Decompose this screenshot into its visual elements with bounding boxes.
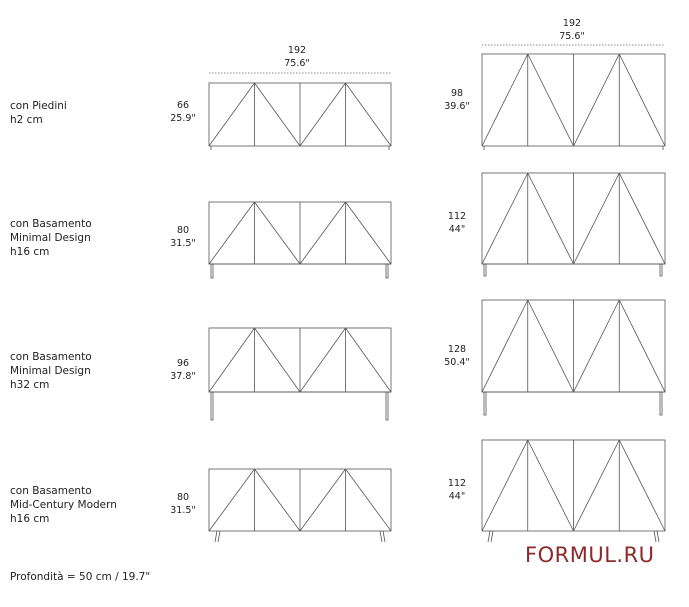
left-row2-leg [386,264,388,278]
right-row4-leg [657,531,659,542]
left-row1-pattern-line [346,83,392,146]
left-row3-leg [211,392,213,420]
right-row4-leg [654,531,656,542]
right-row1-pattern-line [574,54,620,146]
left-height-row3: 96 37.8" [170,358,196,382]
right-row4-pattern-line [528,440,574,531]
right-row2-leg [484,264,486,276]
right-row2-pattern-line [482,173,528,264]
right-row2-pattern-line [528,173,574,264]
left-row2-pattern-line [346,202,392,264]
left-row4-pattern-line [346,469,392,531]
right-row1-pattern-line [528,54,574,146]
left-row2-pattern-line [209,202,255,264]
right-row4-pattern-line [482,440,528,531]
right-row2-pattern-line [574,173,620,264]
left-height-row2: 80 31.5" [170,225,196,249]
left-row4-pattern-line [300,469,346,531]
left-row2-pattern-line [255,202,301,264]
right-height-row2: 112 44" [447,211,467,235]
left-row1-pattern-line [255,83,301,146]
left-row3-pattern-line [300,328,346,392]
row-label-minimal-16: con Basamento Minimal Design h16 cm [10,218,92,258]
right-row4-leg [491,531,493,542]
left-row1-pattern-line [300,83,346,146]
right-row4-leg [488,531,490,542]
right-height-row1: 98 39.6" [444,88,470,112]
row-label-midcentury: con Basamento Mid-Century Modern h16 cm [10,485,117,525]
row-label-piedini: con Piedini h2 cm [10,100,67,126]
brand-logo: FORMUL.RU [525,543,655,567]
right-row1-pattern-line [482,54,528,146]
left-row4-leg [380,531,382,542]
left-row1-pattern-line [209,83,255,146]
left-row3-pattern-line [209,328,255,392]
right-height-row4: 112 44" [447,478,467,502]
right-row1-pattern-line [619,54,665,146]
left-height-row4: 80 31.5" [170,492,196,516]
right-row4-pattern-line [619,440,665,531]
left-row3-pattern-line [346,328,392,392]
right-width-in: 75.6" [559,31,585,42]
left-row4-leg [215,531,217,542]
left-height-row1: 66 25.9" [170,100,196,124]
left-row4-pattern-line [209,469,255,531]
left-width-cm: 192 [287,45,307,56]
right-row3-pattern-line [528,300,574,392]
row-label-minimal-32: con Basamento Minimal Design h32 cm [10,351,92,391]
right-row3-leg [660,392,662,415]
left-row4-leg [218,531,220,542]
right-row3-pattern-line [574,300,620,392]
left-row2-pattern-line [300,202,346,264]
right-row2-pattern-line [619,173,665,264]
depth-note: Profondità = 50 cm / 19.7" [10,571,151,583]
right-row3-pattern-line [482,300,528,392]
right-height-row3: 128 50.4" [444,344,470,368]
left-row4-pattern-line [255,469,301,531]
left-row3-leg [386,392,388,420]
left-width-in: 75.6" [284,58,310,69]
left-row3-pattern-line [255,328,301,392]
left-row2-leg [211,264,213,278]
right-row4-pattern-line [574,440,620,531]
right-row3-pattern-line [619,300,665,392]
right-row2-leg [660,264,662,276]
right-row3-leg [484,392,486,415]
left-row4-leg [383,531,385,542]
right-width-cm: 192 [562,18,582,29]
